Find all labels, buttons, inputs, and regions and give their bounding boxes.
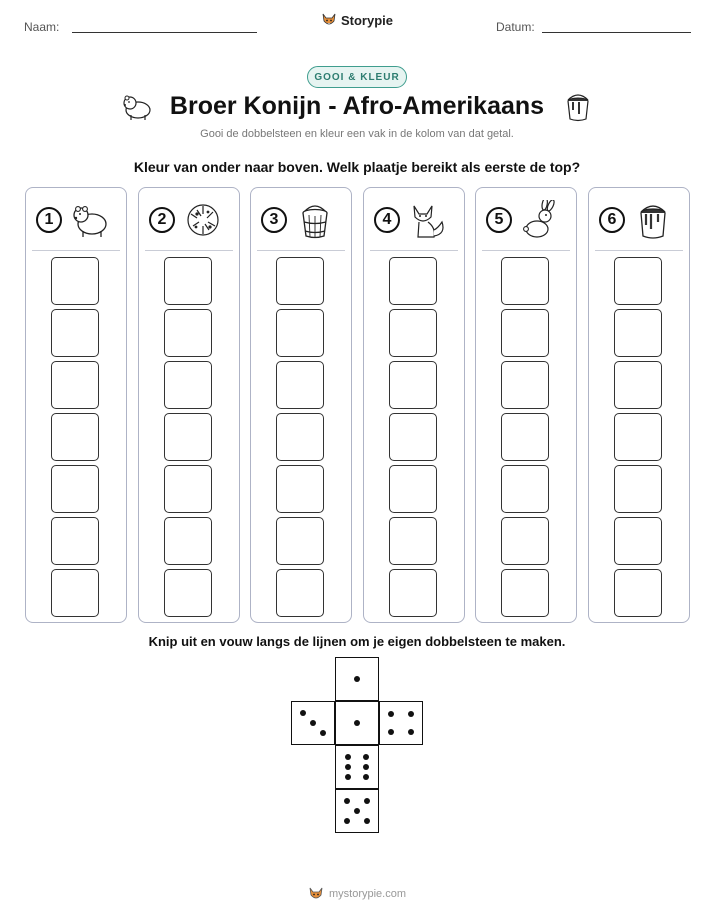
activity-badge: GOOI & KLEUR xyxy=(307,66,407,88)
color-box[interactable] xyxy=(614,413,662,461)
die-pip xyxy=(363,774,369,780)
die-face-3 xyxy=(291,701,335,745)
column-number: 6 xyxy=(599,207,625,233)
die-pip xyxy=(354,720,360,726)
color-box[interactable] xyxy=(276,257,324,305)
color-box[interactable] xyxy=(614,569,662,617)
color-box[interactable] xyxy=(389,361,437,409)
die-pip xyxy=(344,818,350,824)
color-box[interactable] xyxy=(501,569,549,617)
column-2 xyxy=(138,187,240,623)
name-label: Naam: xyxy=(24,20,60,34)
column-1 xyxy=(25,187,127,623)
die-pip xyxy=(408,729,414,735)
column-number: 1 xyxy=(36,207,62,233)
die-pip xyxy=(363,764,369,770)
fox-logo-icon xyxy=(308,886,324,902)
color-box[interactable] xyxy=(164,569,212,617)
color-box[interactable] xyxy=(276,517,324,565)
color-box[interactable] xyxy=(501,361,549,409)
color-box[interactable] xyxy=(164,257,212,305)
question: Kleur van onder naar boven. Welk plaatje bereikt als eerste de top? xyxy=(133,159,581,175)
color-box[interactable] xyxy=(51,569,99,617)
column-number: 3 xyxy=(261,207,287,233)
die-face-4 xyxy=(379,701,423,745)
color-box[interactable] xyxy=(51,361,99,409)
color-box[interactable] xyxy=(614,517,662,565)
color-box[interactable] xyxy=(276,465,324,513)
die-pip xyxy=(310,720,316,726)
footer xyxy=(0,886,714,902)
color-box[interactable] xyxy=(389,569,437,617)
die-pip xyxy=(345,774,351,780)
die-pip xyxy=(345,764,351,770)
die-face-6 xyxy=(335,745,379,789)
bear-icon xyxy=(70,200,110,240)
die-face-1 xyxy=(335,701,379,745)
brand xyxy=(0,12,714,28)
color-box[interactable] xyxy=(389,517,437,565)
color-box[interactable] xyxy=(164,465,212,513)
die-pip xyxy=(388,711,394,717)
die-pip xyxy=(354,676,360,682)
brand-name: Storypie xyxy=(340,12,393,28)
color-box[interactable] xyxy=(389,309,437,357)
die-pip xyxy=(364,798,370,804)
die-pip xyxy=(300,710,306,716)
color-box[interactable] xyxy=(164,413,212,461)
color-box[interactable] xyxy=(501,257,549,305)
color-box[interactable] xyxy=(501,465,549,513)
cut-instruction: Knip uit en vouw langs de lijnen om je eigen dobbelsteen te maken. xyxy=(148,634,566,649)
die-pip xyxy=(363,754,369,760)
color-box[interactable] xyxy=(614,465,662,513)
tar-bucket-icon xyxy=(633,200,673,240)
bucket-icon xyxy=(295,200,335,240)
die-pip xyxy=(408,711,414,717)
column-4 xyxy=(363,187,465,623)
date-line[interactable] xyxy=(542,32,691,33)
die-pip xyxy=(354,808,360,814)
footer-url[interactable]: mystorypie.com xyxy=(328,888,407,900)
color-box[interactable] xyxy=(164,361,212,409)
rabbit-icon xyxy=(520,200,560,240)
subtitle: Gooi de dobbelsteen en kleur een vak in de kolom van dat getal. xyxy=(200,128,514,140)
page-title: Broer Konijn - Afro-Amerikaans xyxy=(169,92,545,120)
column-number: 2 xyxy=(149,207,175,233)
color-box[interactable] xyxy=(614,309,662,357)
color-box[interactable] xyxy=(389,465,437,513)
color-box[interactable] xyxy=(501,517,549,565)
column-5 xyxy=(475,187,577,623)
die-pip xyxy=(364,818,370,824)
color-box[interactable] xyxy=(51,257,99,305)
die-pip xyxy=(320,730,326,736)
name-line[interactable] xyxy=(72,32,257,33)
column-divider xyxy=(595,250,683,251)
die-pip xyxy=(344,798,350,804)
color-box[interactable] xyxy=(501,309,549,357)
column-number: 5 xyxy=(486,207,512,233)
color-box[interactable] xyxy=(276,309,324,357)
date-label: Datum: xyxy=(496,20,535,34)
column-divider xyxy=(145,250,233,251)
die-pip xyxy=(345,754,351,760)
color-box[interactable] xyxy=(389,257,437,305)
color-box[interactable] xyxy=(164,517,212,565)
color-box[interactable] xyxy=(276,361,324,409)
column-divider xyxy=(482,250,570,251)
color-box[interactable] xyxy=(164,309,212,357)
color-box[interactable] xyxy=(614,257,662,305)
fox-icon xyxy=(408,200,448,240)
bramble-bush-icon xyxy=(183,200,223,240)
die-face-1 xyxy=(335,657,379,701)
column-number: 4 xyxy=(374,207,400,233)
fox-logo-icon xyxy=(321,12,337,28)
color-box[interactable] xyxy=(276,413,324,461)
color-box[interactable] xyxy=(389,413,437,461)
column-6 xyxy=(588,187,690,623)
color-box[interactable] xyxy=(501,413,549,461)
column-divider xyxy=(370,250,458,251)
die-face-5 xyxy=(335,789,379,833)
color-box[interactable] xyxy=(51,465,99,513)
color-box[interactable] xyxy=(51,413,99,461)
color-box[interactable] xyxy=(614,361,662,409)
color-box[interactable] xyxy=(276,569,324,617)
color-box[interactable] xyxy=(51,309,99,357)
column-divider xyxy=(32,250,120,251)
color-box[interactable] xyxy=(51,517,99,565)
column-divider xyxy=(257,250,345,251)
column-3 xyxy=(250,187,352,623)
die-pip xyxy=(388,729,394,735)
tar-bucket-icon xyxy=(565,92,591,122)
